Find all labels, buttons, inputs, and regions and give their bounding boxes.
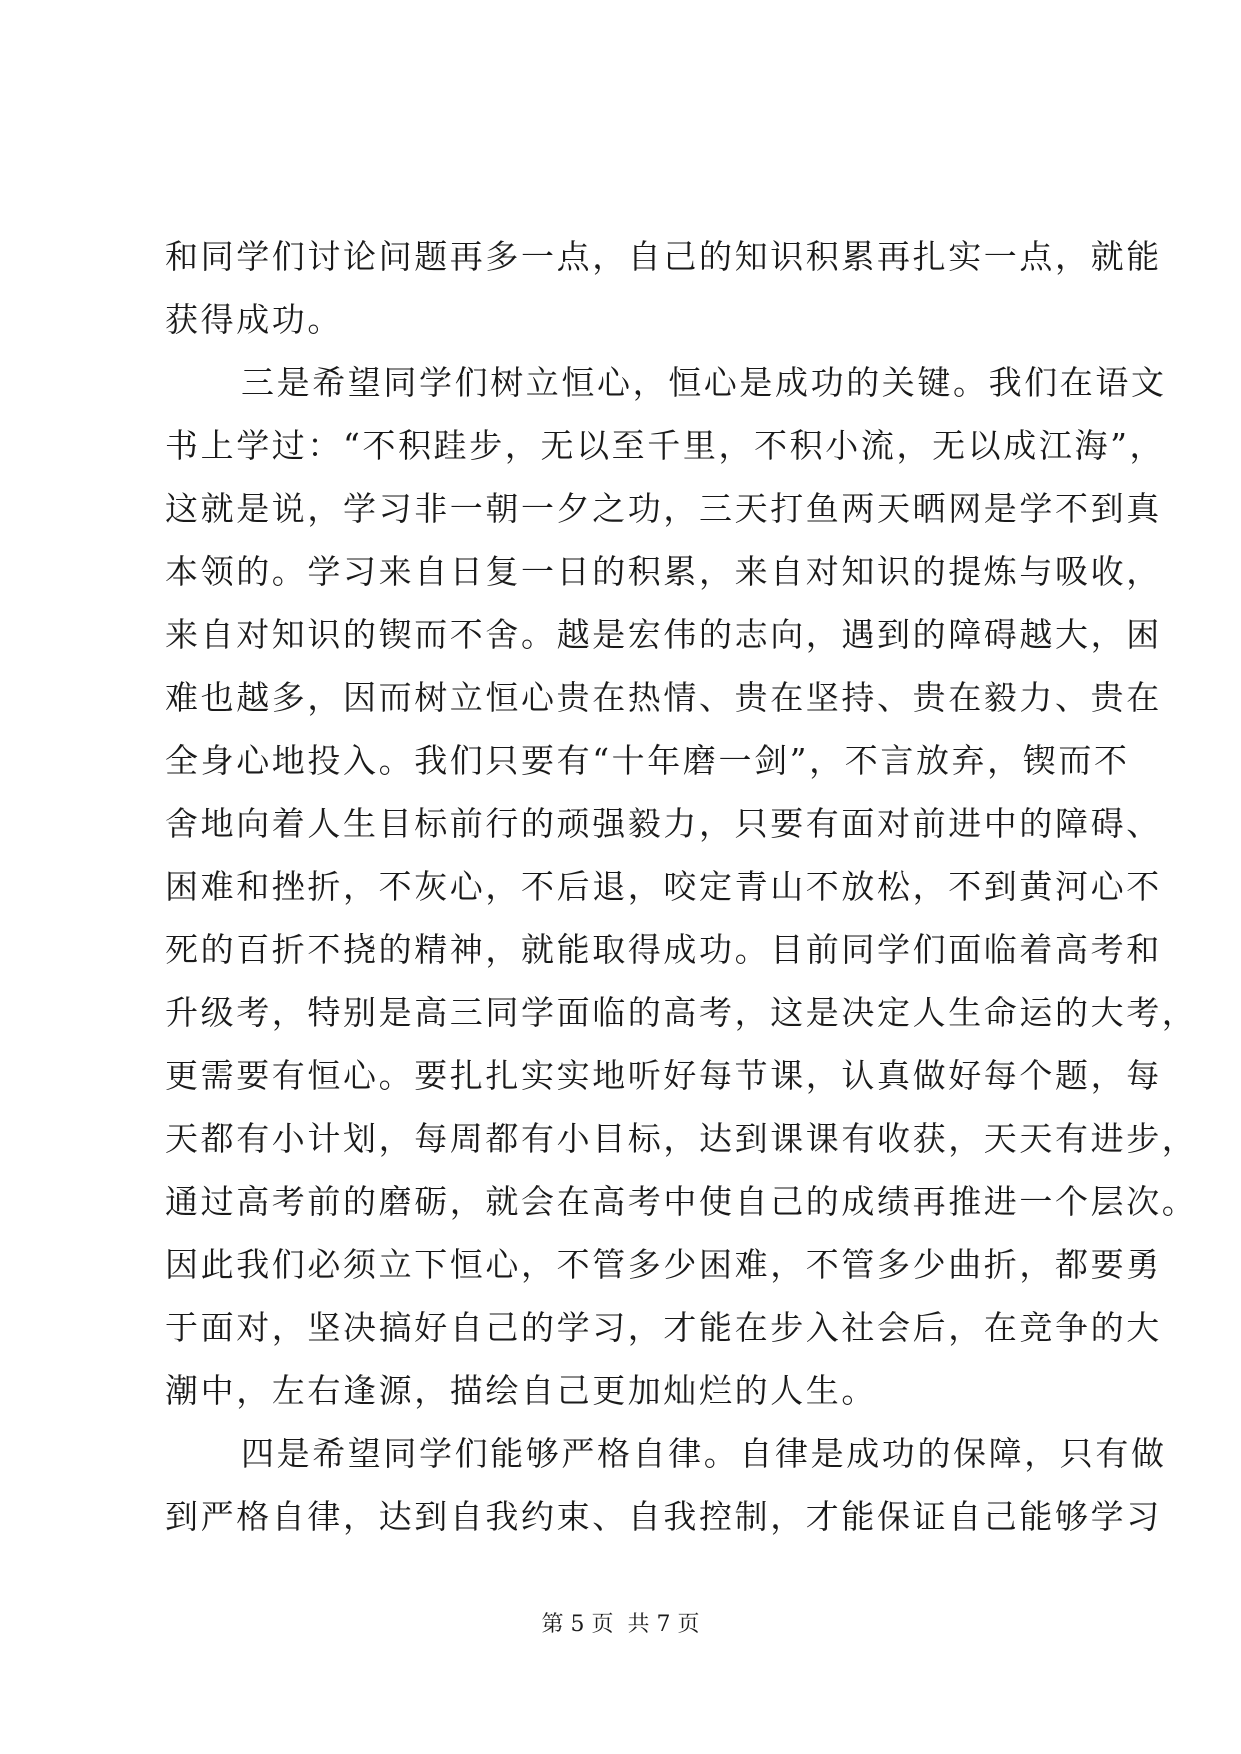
text-line: 到严格自律，达到自我约束、自我控制，才能保证自己能够学习 <box>165 1497 1162 1536</box>
text-line: 来自对知识的锲而不舍。越是宏伟的志向，遇到的障碍越大，困 <box>165 615 1162 654</box>
text-line: 天都有小计划，每周都有小目标，达到课课有收获，天天有进步， <box>165 1119 1198 1158</box>
body-text <box>165 225 1198 1548</box>
text-line: 困难和挫折，不灰心，不后退，咬定青山不放松，不到黄河心不 <box>165 867 1162 906</box>
page-footer <box>0 1610 1241 1640</box>
text-line: 书上学过：“不积跬步，无以至千里，不积小流，无以成江海”， <box>165 426 1166 465</box>
text-line: 因此我们必须立下恒心，不管多少困难，不管多少曲折，都要勇 <box>165 1245 1162 1284</box>
paragraph-start-line: 三是希望同学们树立恒心，恒心是成功的关键。我们在语文 <box>241 363 1167 402</box>
text-line: 潮中，左右逢源，描绘自己更加灿烂的人生。 <box>165 1371 877 1410</box>
text-line: 这就是说，学习非一朝一夕之功，三天打鱼两天晒网是学不到真 <box>165 489 1162 528</box>
text-line: 死的百折不挠的精神，就能取得成功。目前同学们面临着高考和 <box>165 930 1162 969</box>
text-line: 本领的。学习来自日复一日的积累，来自对知识的提炼与吸收， <box>165 552 1162 591</box>
text-line: 难也越多，因而树立恒心贵在热情、贵在坚持、贵在毅力、贵在 <box>165 678 1162 717</box>
page-number: 第 5 页 <box>541 1612 614 1637</box>
text-line: 舍地向着人生目标前行的顽强毅力，只要有面对前进中的障碍、 <box>165 804 1162 843</box>
text-line: 全身心地投入。我们只要有“十年磨一剑”，不言放弃，锲而不 <box>165 741 1130 780</box>
text-line: 升级考，特别是高三同学面临的高考，这是决定人生命运的大考， <box>165 993 1198 1032</box>
text-line: 获得成功。 <box>165 300 343 339</box>
page-total: 共 7 页 <box>627 1612 700 1637</box>
text-line: 于面对，坚决搞好自己的学习，才能在步入社会后，在竞争的大 <box>165 1308 1162 1347</box>
paragraph-start-line: 四是希望同学们能够严格自律。自律是成功的保障，只有做 <box>241 1434 1167 1473</box>
text-line: 和同学们讨论问题再多一点，自己的知识积累再扎实一点，就能 <box>165 237 1162 276</box>
text-line: 更需要有恒心。要扎扎实实地听好每节课，认真做好每个题，每 <box>165 1056 1162 1095</box>
text-line: 通过高考前的磨砺，就会在高考中使自己的成绩再推进一个层次。 <box>165 1182 1198 1221</box>
